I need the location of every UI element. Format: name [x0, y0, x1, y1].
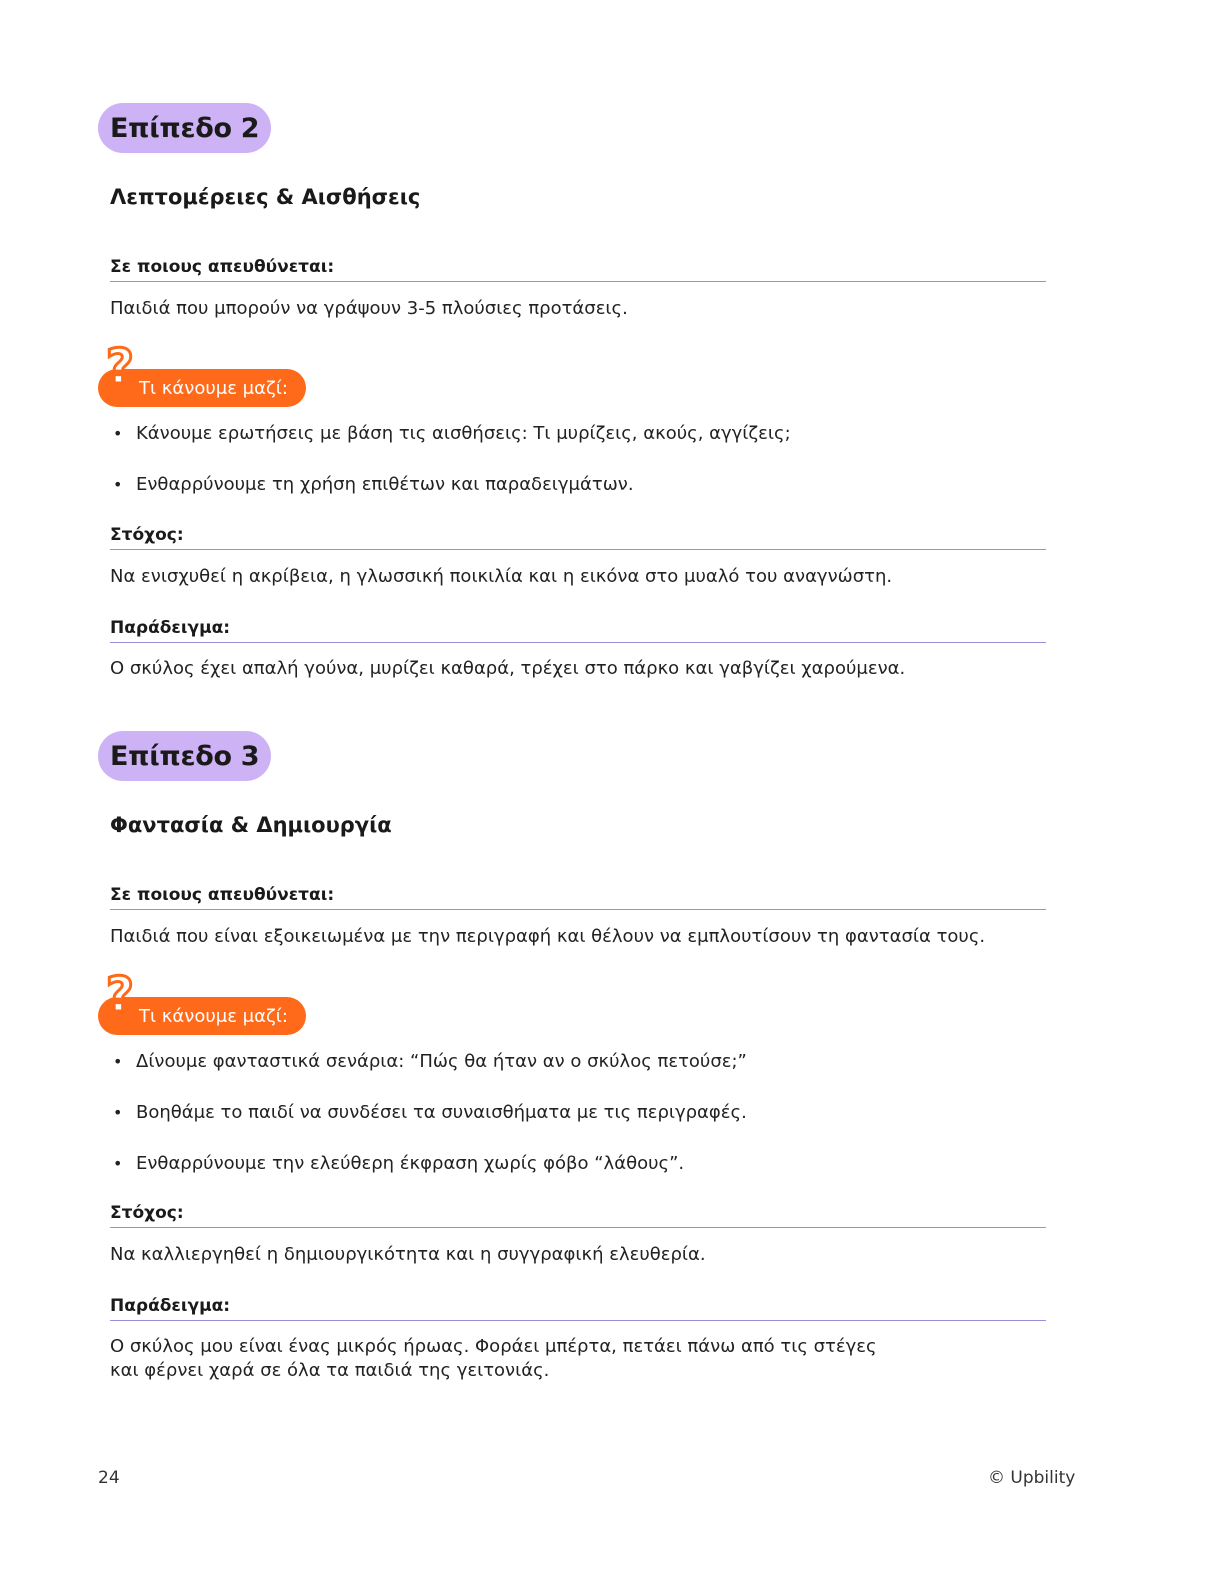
list-item: • Ενθαρρύνουμε τη χρήση επιθέτων και παραδειγμάτων.: [113, 474, 634, 495]
list-item: • Δίνουμε φανταστικά σενάρια: “Πώς θα ήταν αν ο σκύλος πετούσε;”: [113, 1051, 747, 1072]
level-3-together-label: Τι κάνουμε μαζί:: [139, 1005, 288, 1027]
level-2-bullet-list: [110, 422, 791, 524]
level-2-together-pill: [98, 339, 306, 407]
copyright: © Upbility: [988, 1468, 1076, 1488]
level-3-together-pill: [98, 967, 306, 1035]
bullet-icon: •: [113, 424, 123, 443]
bullet-icon: •: [113, 1103, 123, 1122]
level-3-audience-text: Παιδιά που είναι εξοικειωμένα με την περιγραφή και θέλουν να εμπλουτίσουν τη φαντασία τους.: [110, 926, 986, 947]
list-item: • Ενθαρρύνουμε την ελεύθερη έκφραση χωρίς φόβο “λάθους”.: [113, 1153, 685, 1174]
level-2-badge: Επίπεδο 2: [98, 103, 271, 153]
level-3-example-line1: Ο σκύλος μου είναι ένας μικρός ήρωας. Φοράει μπέρτα, πετάει πάνω από τις στέγες: [110, 1336, 877, 1357]
bullet-icon: •: [113, 1052, 123, 1071]
level-2-goal-text: Να ενισχυθεί η ακρίβεια, η γλωσσική ποικιλία και η εικόνα στο μυαλό του αναγνώστη.: [110, 566, 893, 587]
level-3-audience-label: Σε ποιους απευθύνεται:: [110, 885, 1046, 910]
bullet-icon: •: [113, 1154, 123, 1173]
question-mark-icon: ?: [106, 339, 134, 395]
level-2-together-label: Τι κάνουμε μαζί:: [139, 377, 288, 399]
level-2-goal-label: Στόχος:: [110, 525, 1046, 550]
level-2-subtitle: Λεπτομέρειες & Αισθήσεις: [110, 185, 421, 209]
question-mark-icon: ?: [106, 967, 134, 1023]
level-3-goal-label: Στόχος:: [110, 1203, 1046, 1228]
level-3-badge: Επίπεδο 3: [98, 731, 271, 781]
bullet-icon: •: [113, 475, 123, 494]
level-2-audience-label: Σε ποιους απευθύνεται:: [110, 257, 1046, 282]
level-2-example-text: Ο σκύλος έχει απαλή γούνα, μυρίζει καθαρά, τρέχει στο πάρκο και γαβγίζει χαρούμενα.: [110, 658, 906, 679]
level-3-example-line2: και φέρνει χαρά σε όλα τα παιδιά της γειτονιάς.: [110, 1360, 550, 1381]
level-3-bullet-list: [110, 1050, 747, 1203]
list-item: • Βοηθάμε το παιδί να συνδέσει τα συναισθήματα με τις περιγραφές.: [113, 1102, 747, 1123]
level-3-example-label: Παράδειγμα:: [110, 1296, 1046, 1321]
level-2-audience-text: Παιδιά που μπορούν να γράψουν 3-5 πλούσιες προτάσεις.: [110, 298, 628, 319]
level-3-subtitle: Φαντασία & Δημιουργία: [110, 813, 392, 837]
page-number: 24: [98, 1468, 120, 1488]
list-item: • Κάνουμε ερωτήσεις με βάση τις αισθήσεις: Τι μυρίζεις, ακούς, αγγίζεις;: [113, 423, 791, 444]
level-2-example-label: Παράδειγμα:: [110, 618, 1046, 643]
level-3-goal-text: Να καλλιεργηθεί η δημιουργικότητα και η συγγραφική ελευθερία.: [110, 1244, 706, 1265]
